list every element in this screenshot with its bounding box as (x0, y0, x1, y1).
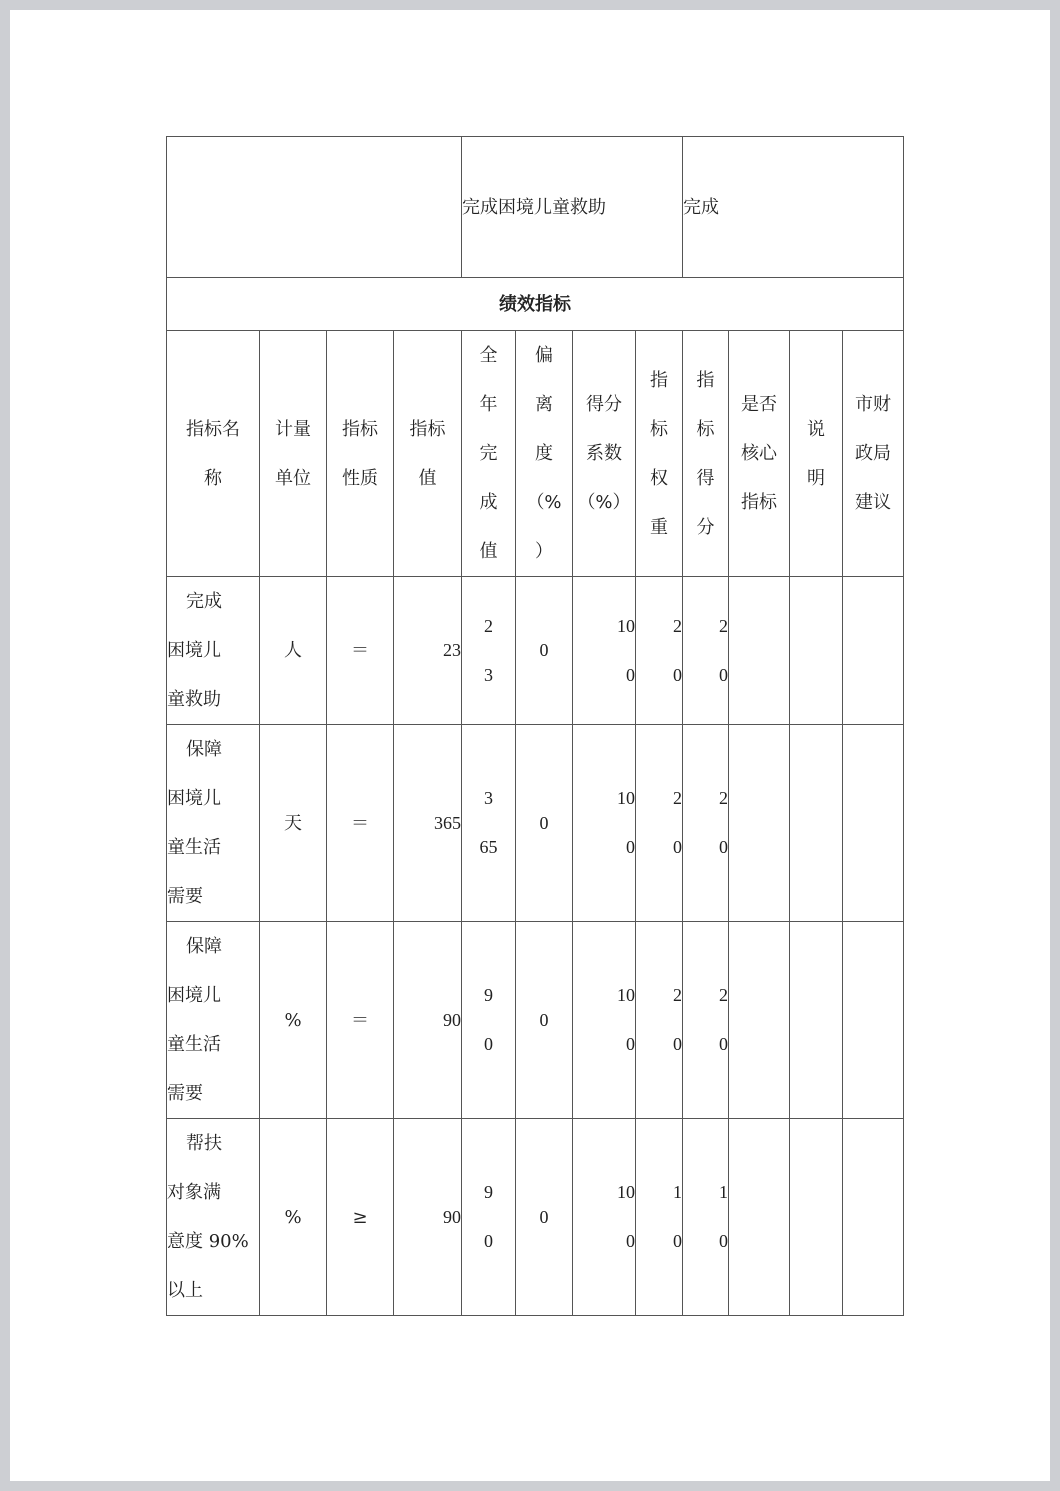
header-coefficient: 得分 系数 （%） (573, 331, 636, 577)
section-title: 绩效指标 (167, 278, 904, 331)
core-cell (729, 1119, 790, 1316)
coefficient-cell: 10 0 (573, 1119, 636, 1316)
header-actual: 全 年 完 成 值 (462, 331, 516, 577)
header-nature: 指标 性质 (327, 331, 394, 577)
weight-cell: 2 0 (636, 725, 683, 922)
header-deviation: 偏 离 度 （% ） (516, 331, 573, 577)
actual-cell: 3 65 (462, 725, 516, 922)
summary-left-cell (167, 137, 462, 278)
score-cell: 2 0 (683, 922, 729, 1119)
nature-cell: ＝ (327, 922, 394, 1119)
score-cell: 1 0 (683, 1119, 729, 1316)
summary-row (167, 137, 904, 278)
document-page (10, 10, 1050, 1481)
unit-cell: 人 (260, 577, 327, 725)
indicator-name: 完成 困境儿 童救助 (167, 577, 260, 725)
value-cell: 90 (394, 1119, 462, 1316)
actual-cell: 9 0 (462, 922, 516, 1119)
note-cell (790, 577, 843, 725)
header-name: 指标名 称 (167, 331, 260, 577)
summary-status-cell: 完成 (683, 137, 904, 278)
header-note: 说 明 (790, 331, 843, 577)
advice-cell (843, 922, 904, 1119)
header-unit: 计量 单位 (260, 331, 327, 577)
deviation-cell: 0 (516, 1119, 573, 1316)
indicator-name: 保障 困境儿 童生活 需要 (167, 725, 260, 922)
advice-cell (843, 1119, 904, 1316)
header-value: 指标 值 (394, 331, 462, 577)
weight-cell: 1 0 (636, 1119, 683, 1316)
core-cell (729, 922, 790, 1119)
unit-cell: % (260, 1119, 327, 1316)
value-cell: 90 (394, 922, 462, 1119)
header-core: 是否 核心 指标 (729, 331, 790, 577)
note-cell (790, 725, 843, 922)
table-row (167, 577, 904, 725)
nature-cell: ＝ (327, 577, 394, 725)
deviation-cell: 0 (516, 725, 573, 922)
nature-cell: ≥ (327, 1119, 394, 1316)
header-row (167, 331, 904, 577)
note-cell (790, 1119, 843, 1316)
weight-cell: 2 0 (636, 577, 683, 725)
header-score: 指 标 得 分 (683, 331, 729, 577)
header-advice: 市财 政局 建议 (843, 331, 904, 577)
value-cell: 365 (394, 725, 462, 922)
actual-cell: 9 0 (462, 1119, 516, 1316)
table-row (167, 725, 904, 922)
value-cell: 23 (394, 577, 462, 725)
coefficient-cell: 10 0 (573, 922, 636, 1119)
core-cell (729, 725, 790, 922)
score-cell: 2 0 (683, 725, 729, 922)
unit-cell: % (260, 922, 327, 1119)
nature-cell: ＝ (327, 725, 394, 922)
indicator-name: 保障 困境儿 童生活 需要 (167, 922, 260, 1119)
performance-table (166, 136, 904, 1316)
advice-cell (843, 577, 904, 725)
deviation-cell: 0 (516, 922, 573, 1119)
coefficient-cell: 10 0 (573, 725, 636, 922)
weight-cell: 2 0 (636, 922, 683, 1119)
indicator-name: 帮扶 对象满 意度 90% 以上 (167, 1119, 260, 1316)
advice-cell (843, 725, 904, 922)
summary-goal-cell: 完成困境儿童救助 (462, 137, 683, 278)
score-cell: 2 0 (683, 577, 729, 725)
coefficient-cell: 10 0 (573, 577, 636, 725)
deviation-cell: 0 (516, 577, 573, 725)
actual-cell: 2 3 (462, 577, 516, 725)
note-cell (790, 922, 843, 1119)
table-row (167, 922, 904, 1119)
unit-cell: 天 (260, 725, 327, 922)
header-weight: 指 标 权 重 (636, 331, 683, 577)
table-row (167, 1119, 904, 1316)
core-cell (729, 577, 790, 725)
